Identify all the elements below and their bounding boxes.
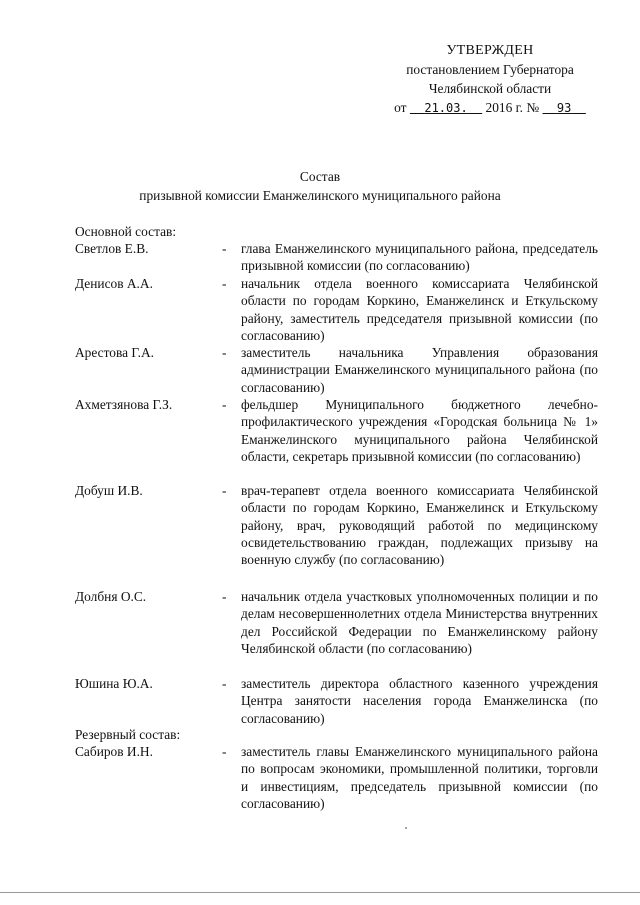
member-dash: - (222, 397, 227, 412)
member-dash: - (222, 744, 227, 759)
member-name: Долбня О.С. (75, 589, 147, 604)
member-dash: - (222, 276, 227, 291)
member-dash: - (222, 589, 227, 604)
member-name: Арестова Г.А. (75, 345, 154, 360)
member-name: Добуш И.В. (75, 483, 143, 498)
member-name: Юшина Ю.А. (75, 676, 153, 691)
document-title (0, 167, 640, 205)
approval-date-line (380, 98, 600, 118)
approval-stamp (380, 41, 600, 118)
member-name: Светлов Е.В. (75, 241, 149, 256)
member-role: заместитель начальника Управления образования администрации Еманжелинского муниципального района (по согласованию) (241, 345, 598, 395)
member-name: Ахметзянова Г.З. (75, 397, 173, 412)
member-role: врач-терапевт отдела военного комиссариата Челябинской области по городам Коркино, Еманжелинск и Еткульскому району, врач, руководящий работой по медицинскому освидетельствованию граждан, подлежащих призыву на военную службу (по согласованию) (241, 483, 598, 568)
member-dash: - (222, 483, 227, 498)
approval-prefix: от (394, 100, 407, 115)
member-role: заместитель главы Еманжелинского муниципального района по вопросам экономики, промышленной политики, торговли и инвестициям, председатель призывной комиссии (по согласованию) (241, 744, 598, 811)
member-name: Денисов А.А. (75, 276, 153, 291)
member-role: начальник отдела военного комиссариата Челябинской области по городам Коркино, Еманжелинск и Еткульскому району, заместитель председателя призывной комиссии (по согласованию) (241, 276, 598, 343)
member-role: глава Еманжелинского муниципального района, председатель призывной комиссии (по согласованию) (241, 241, 598, 274)
page-edge-line (0, 892, 640, 893)
member-role: заместитель директора областного казенного учреждения Центра занятости населения города Еманжелинска (по согласованию) (241, 676, 598, 726)
title-line-2: призывной комиссии Еманжелинского муниципального района (139, 188, 501, 203)
approval-date: 21.03. (424, 101, 468, 115)
section-reserve-label: Резервный состав: (75, 727, 181, 742)
member-role: фельдшер Муниципального бюджетного лечебно-профилактического учреждения «Городская больница № 1» Еманжелинского муниципального района Челябинской области, секретарь призывной комиссии (по согласованию) (241, 397, 598, 464)
member-dash: - (222, 241, 227, 256)
member-dash: - (222, 345, 227, 360)
member-dash: - (222, 676, 227, 691)
section-main-label: Основной состав: (75, 224, 177, 239)
approval-year: 2016 г. № (485, 100, 540, 115)
approval-line-2: Челябинской области (428, 81, 552, 96)
approval-line-1: постановлением Губернатора (406, 62, 574, 77)
member-role: начальник отдела участковых уполномоченных полиции и по делам несовершеннолетних отдела Министерства внутренних дел Российской Федерации по Еманжелинскому району Челябинской области (по согласованию) (241, 589, 598, 656)
approval-number: 93 (556, 101, 572, 115)
member-name: Сабиров И.Н. (75, 744, 153, 759)
scan-speck (405, 827, 407, 829)
approval-heading: УТВЕРЖДЕН (446, 43, 534, 58)
title-line-1: Состав (299, 169, 341, 184)
